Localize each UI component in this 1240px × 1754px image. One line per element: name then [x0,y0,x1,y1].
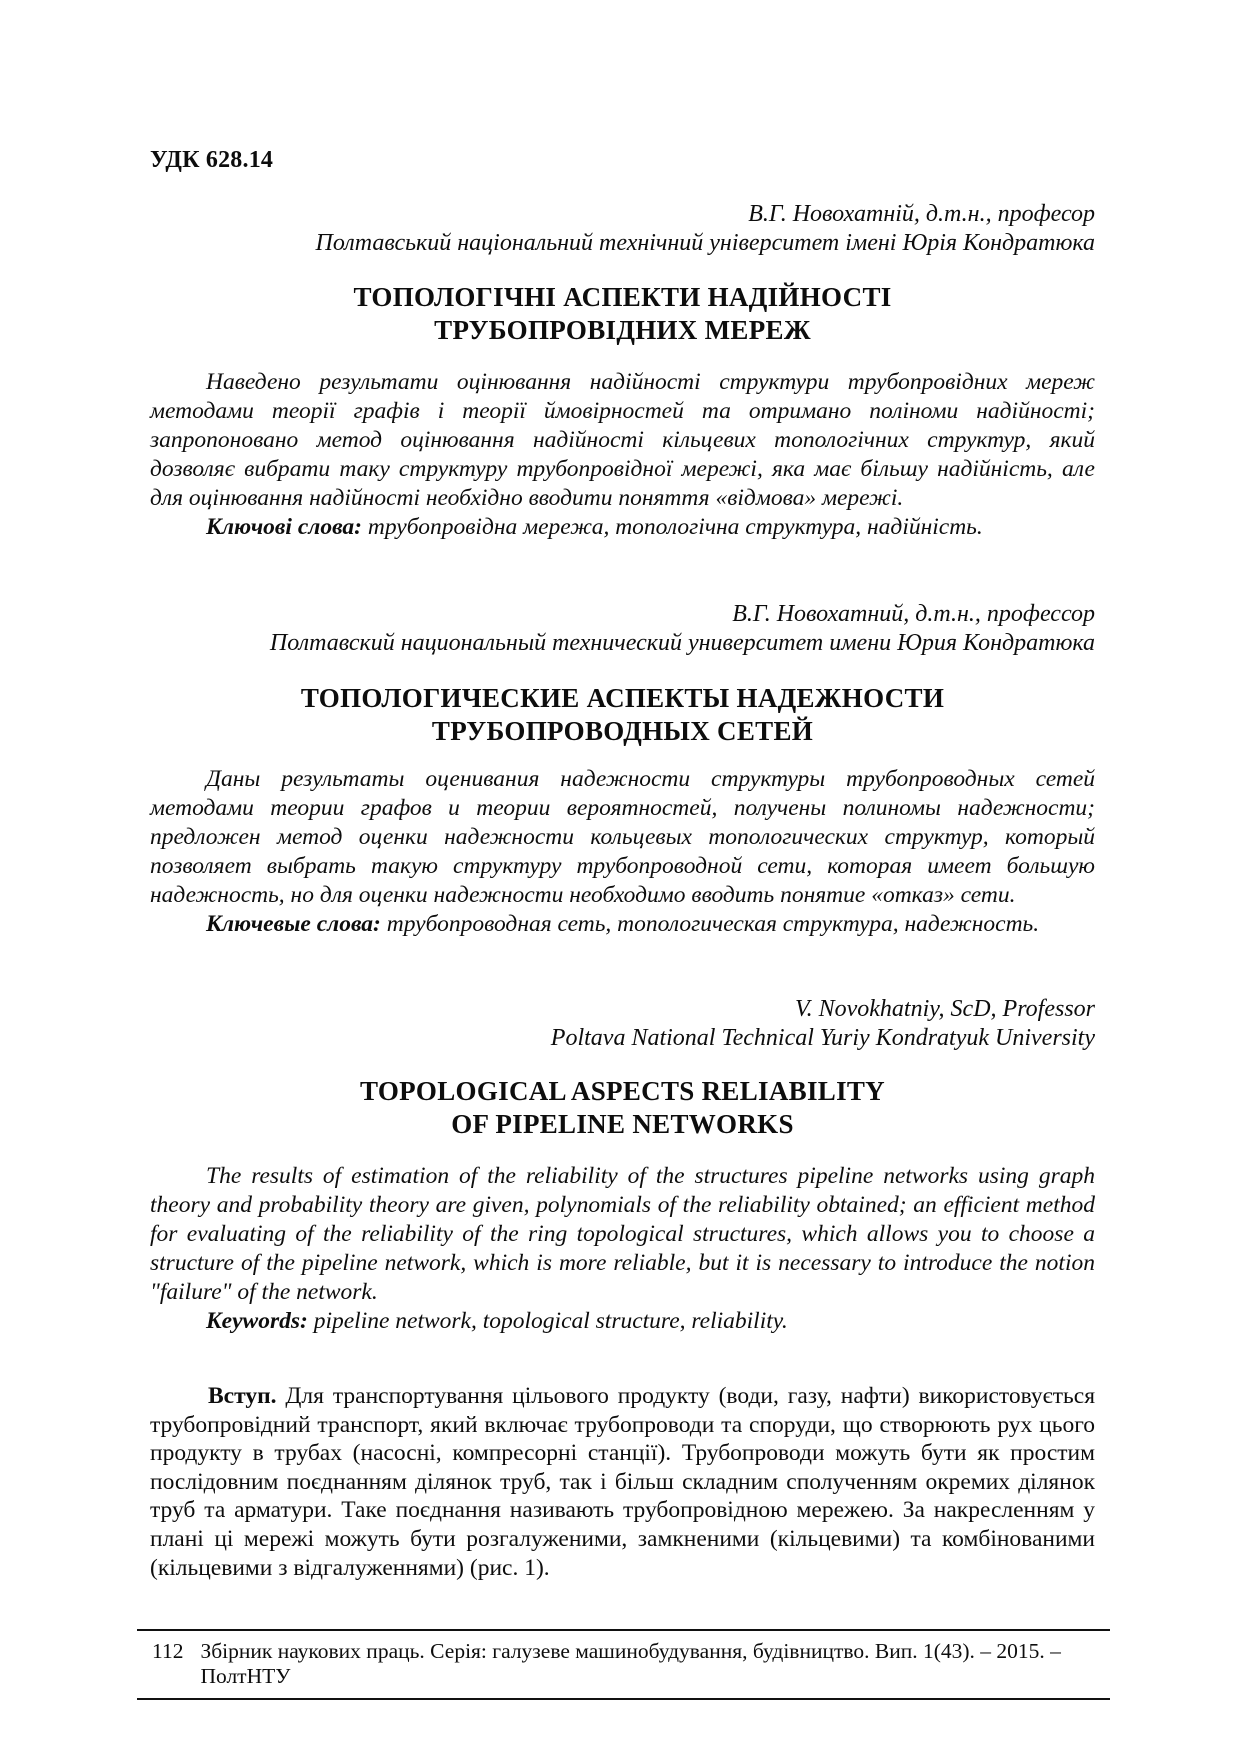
author-line-ru: В.Г. Новохатний, д.т.н., профессор [732,601,1095,627]
intro-label: Вступ. [208,1383,277,1409]
article-title-ua-line1: ТОПОЛОГІЧНІ АСПЕКТИ НАДІЙНОСТІ [353,282,892,312]
byline-block-en [150,995,1095,1053]
author-line-ua: В.Г. Новохатній, д.т.н., професор [748,201,1095,227]
footer-journal-line: Збірник наукових праць. Серія: галузеве машинобудування, будівництво. Вип. 1(43). – 2015. – ПолтНТУ [200,1639,1061,1688]
affiliation-line-ru: Полтавский национальный технический университет имени Юрия Кондратюка [269,630,1095,656]
article-title-ua-line2: ТРУБОПРОВІДНИХ МЕРЕЖ [434,315,811,345]
author-line-en: V. Novokhatniy, ScD, Professor [795,996,1095,1022]
page-footer [137,1629,1110,1700]
abstract-ua: Наведено результати оцінювання надійності структури трубопровідних мереж методами теорії графів і теорії ймовірностей та отримано поліноми надійності; запропоновано метод оцінювання надійності кільцевих топологічних структур, який дозволяє вибрати таку структуру трубопровідної мережі, яка має більшу надійність, але для оцінювання надійності необхідно вводити поняття «відмова» мережі. [150,369,1095,511]
article-title-en-line2: OF PIPELINE NETWORKS [451,1109,794,1139]
intro-paragraph [150,1382,1095,1582]
keywords-text-en: pipeline network, topological structure, reliability. [307,1308,788,1334]
keywords-text-ua: трубопровідна мережа, топологічна структура, надійність. [362,514,983,540]
section-ukrainian [150,200,1095,542]
article-title-en [150,1075,1095,1141]
keywords-label-ua: Ключові слова: [206,514,362,540]
article-title-ua [150,281,1095,347]
abstract-en: The results of estimation of the reliability of the structures pipeline networks using graph theory and probability theory are given, polynomials of the reliability obtained; an efficient method for evaluating of the reliability of the ring topological structures, which allows you to choose a structure of the pipeline network, which is more reliable, but it is necessary to introduce the notion "failure" of the network. [150,1163,1095,1305]
abstract-ru: Даны результаты оценивания надежности структуры трубопроводных сетей методами теории графов и теории вероятностей, получены полиномы надежности; предложен метод оценки надежности кольцевых топологических структур, который позволяет выбрать такую структуру трубопроводной сети, которая имеет большую надежность, но для оценки надежности необходимо вводить понятие «отказ» сети. [150,766,1095,908]
article-title-ru-line2: ТРУБОПРОВОДНЫХ СЕТЕЙ [431,716,814,746]
byline-block-ru [150,600,1095,658]
article-title-ru [150,682,1095,748]
keywords-en [150,1307,1095,1336]
affiliation-line-en: Poltava National Technical Yuriy Kondratyuk University [550,1025,1095,1051]
keywords-ru [150,910,1095,939]
keywords-label-en: Keywords: [206,1308,308,1334]
keywords-label-ru: Ключевые слова: [206,911,381,937]
byline-block-ua [150,200,1095,258]
intro-text: Для транспортування цільового продукту (води, газу, нафти) використовується трубопровідний транспорт, який включає трубопроводи та споруди, що створюють рух цього продукту в трубах (насосні, компресорні станції). Трубопроводи можуть бути як простим послідовним поєднанням ділянок труб, так і більш складним сполученням окремих ділянок труб та арматури. Таке поєднання називають трубопровідною мережею. За накресленням у плані ці мережі можуть бути розгалуженими, замкненими (кільцевими) та комбінованими (кільцевими з відгалуженнями) (рис. 1). [150,1383,1095,1581]
page-number: 112 [152,1639,184,1663]
keywords-text-ru: трубопроводная сеть, топологическая структура, надежность. [380,911,1040,937]
affiliation-line-ua: Полтавський національний технічний університет імені Юрія Кондратюка [315,230,1095,256]
section-english [150,995,1095,1336]
article-title-en-line1: TOPOLOGICAL ASPECTS RELIABILITY [360,1076,885,1106]
section-russian [150,600,1095,939]
udc-code: УДК 628.14 [150,147,274,173]
article-title-ru-line1: ТОПОЛОГИЧЕСКИЕ АСПЕКТЫ НАДЕЖНОСТИ [300,683,945,713]
keywords-ua [150,513,1095,542]
